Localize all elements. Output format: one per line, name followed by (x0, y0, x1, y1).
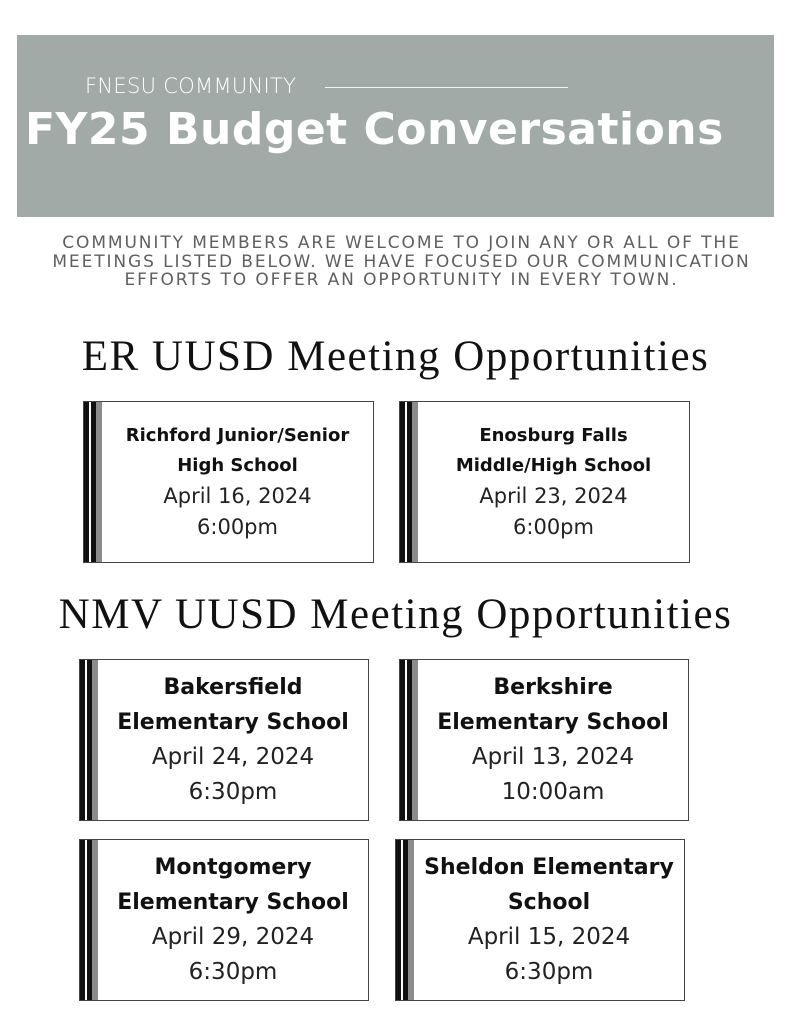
card-body (98, 660, 368, 820)
page-title: FY25 Budget Conversations (25, 104, 724, 155)
meeting-date: April 23, 2024 (479, 484, 628, 508)
card-accent-stripe (400, 660, 418, 820)
card-body (98, 840, 368, 1000)
header-kicker: FNESU COMMUNITY (85, 74, 297, 98)
school-name: Enosburg Falls Middle/High School (455, 425, 652, 476)
meeting-card-berkshire (399, 659, 689, 821)
card-accent-stripe (396, 840, 414, 1000)
card-accent-stripe (84, 402, 102, 562)
card-body (418, 402, 689, 562)
meeting-time: 6:00pm (513, 515, 594, 539)
card-body (418, 660, 688, 820)
meeting-card-bakersfield (79, 659, 369, 821)
meeting-card-sheldon (395, 839, 685, 1001)
kicker-divider (325, 87, 568, 88)
school-name: Sheldon Elementary School (424, 855, 674, 915)
meeting-card-richford (83, 401, 374, 563)
meeting-card-enosburg (399, 401, 690, 563)
school-name: Montgomery Elementary School (117, 855, 349, 915)
card-body (102, 402, 373, 562)
meeting-date: April 16, 2024 (163, 484, 312, 508)
card-body (414, 840, 684, 1000)
school-name: Bakersfield Elementary School (117, 675, 349, 735)
meeting-time: 6:30pm (188, 779, 278, 805)
er-section-title: ER UUSD Meeting Opportunities (81, 333, 710, 380)
meeting-time: 6:30pm (504, 959, 594, 985)
meeting-date: April 24, 2024 (151, 744, 315, 770)
nmv-section-title: NMV UUSD Meeting Opportunities (58, 591, 733, 638)
card-accent-stripe (80, 660, 98, 820)
intro-text: COMMUNITY MEMBERS ARE WELCOME TO JOIN ANY OR ALL OF THE MEETINGS LISTED BELOW. WE HAVE FOCUSED OUR COMMUNICATION EFFORTS TO OFFER AN OPPORTUNITY IN EVERY TOWN. (52, 233, 751, 290)
meeting-time: 10:00am (501, 779, 605, 805)
meeting-time: 6:00pm (197, 515, 278, 539)
school-name: Berkshire Elementary School (437, 675, 669, 735)
meeting-date: April 13, 2024 (471, 744, 635, 770)
school-name: Richford Junior/Senior High School (125, 425, 350, 476)
meeting-card-montgomery (79, 839, 369, 1001)
meeting-time: 6:30pm (188, 959, 278, 985)
meeting-date: April 29, 2024 (151, 924, 315, 950)
card-accent-stripe (400, 402, 418, 562)
card-accent-stripe (80, 840, 98, 1000)
meeting-date: April 15, 2024 (467, 924, 631, 950)
